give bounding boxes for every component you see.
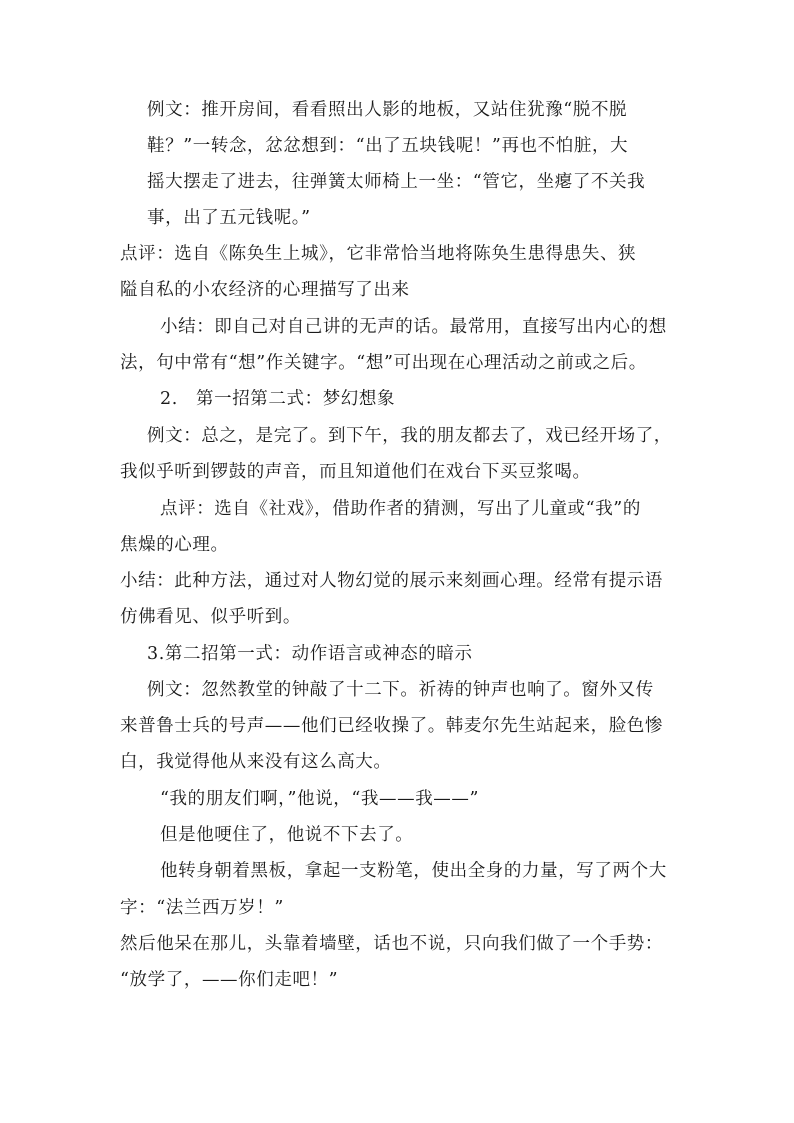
text-line: 小结：此种方法，通过对人物幻觉的展示来刻画心理。经常有提示语 xyxy=(120,571,663,591)
text-line: 法，句中常有“想”作关键字。“想”可出现在心理活动之前或之后。 xyxy=(120,353,647,373)
text-line: 摇大摆走了进去，往弹簧太师椅上一坐：“管它，坐瘪了不关我 xyxy=(147,172,646,192)
text-line: 事，出了五元钱呢。” xyxy=(147,208,311,228)
text-line: 点评：选自《陈奂生上城》，它非常恰当地将陈奂生患得患失、狭 xyxy=(120,244,637,264)
text-line: 字：“法兰西万岁！” xyxy=(120,898,284,918)
text-line: 我似乎听到锣鼓的声音，而且知道他们在戏台下买豆浆喝。 xyxy=(120,462,591,482)
text-line: 然后他呆在那儿，头靠着墙壁，话也不说，只向我们做了一个手势： xyxy=(120,934,663,954)
text-line: 例文：推开房间，看看照出人影的地板，又站住犹豫“脱不脱 xyxy=(147,100,628,120)
text-line: 例文：总之，是完了。到下午，我的朋友都去了，戏已经开场了， xyxy=(147,426,672,446)
text-line: “我的朋友们啊，”他说，“我——我——” xyxy=(160,789,480,809)
text-line: 仿佛看见、似乎听到。 xyxy=(120,607,301,627)
text-line: 点评：选自《社戏》，借助作者的猜测，写出了儿童或“我”的 xyxy=(160,499,641,519)
text-line: 隘自私的小农经济的心理描写了出来 xyxy=(120,280,410,300)
text-line: 他转身朝着黑板，拿起一支粉笔，使出全身的力量，写了两个大 xyxy=(160,861,667,881)
text-line: “放学了，——你们走吧！” xyxy=(120,970,339,990)
text-line: 小结：即自己对自己讲的无声的话。最常用，直接写出内心的想 xyxy=(160,317,667,337)
text-line: 鞋？”一转念，忿忿想到：“出了五块钱呢！”再也不怕脏，大 xyxy=(147,136,629,156)
text-line: 但是他哽住了，他说不下去了。 xyxy=(160,825,414,845)
section-heading: 2. 第一招第二式：梦幻想象 xyxy=(160,389,396,409)
text-line: 白，我觉得他从来没有这么高大。 xyxy=(120,752,392,772)
text-line: 来普鲁士兵的号声——他们已经收操了。韩麦尔先生站起来，脸色惨 xyxy=(120,716,663,736)
text-line: 例文：忽然教堂的钟敲了十二下。祈祷的钟声也响了。窗外又传 xyxy=(147,680,654,700)
text-line: 焦燥的心理。 xyxy=(120,535,229,555)
section-heading: 3.第二招第一式：动作语言或神态的暗示 xyxy=(147,644,473,664)
